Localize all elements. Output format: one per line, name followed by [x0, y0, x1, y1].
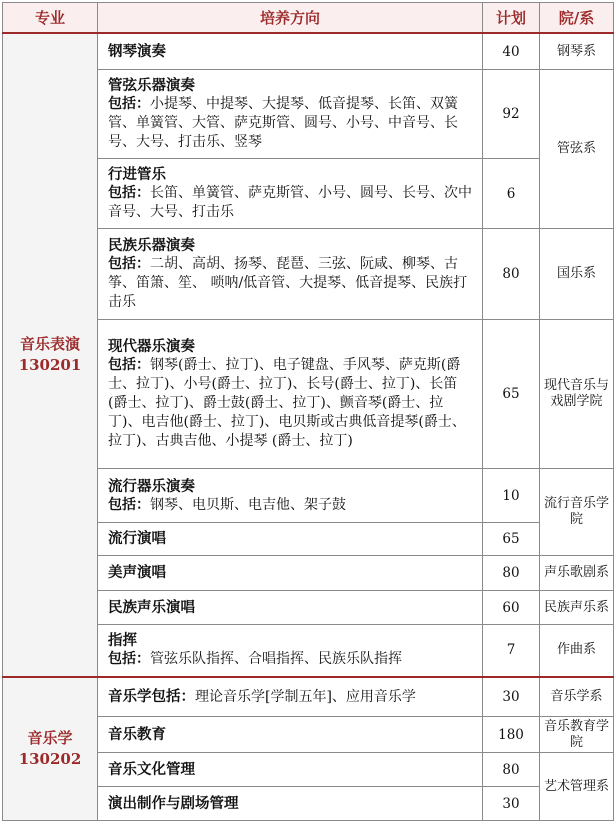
direction-cell — [98, 753, 483, 787]
direction-detail: 小提琴、中提琴、大提琴、低音提琴、长笛、双簧管、单簧管、大管、萨克斯管、圆号、小号、中音号、长号、大号、打击乐、竖琴 — [108, 96, 458, 150]
major-code: 130202 — [18, 749, 82, 768]
dept-name: 国乐系 — [540, 229, 614, 320]
plan-value: 80 — [483, 556, 540, 591]
direction-title: 演出制作与剧场管理 — [108, 794, 239, 812]
direction-cell — [98, 591, 483, 625]
group-musicology — [3, 677, 614, 821]
include-label: 包括： — [108, 496, 150, 513]
direction-cell — [98, 717, 483, 753]
plan-value: 6 — [483, 159, 540, 229]
direction-cell — [98, 787, 483, 821]
direction-title: 管弦乐器演奏 — [108, 77, 195, 94]
header-plan: 计划 — [483, 3, 540, 34]
direction-cell — [98, 70, 483, 159]
direction-cell — [98, 625, 483, 677]
direction-cell — [98, 556, 483, 591]
dept-name: 声乐歌剧系 — [540, 556, 614, 591]
major-code: 130201 — [18, 355, 82, 374]
plan-value: 30 — [483, 787, 540, 821]
include-label: 包括： — [108, 185, 150, 201]
plan-value: 60 — [483, 591, 540, 625]
plan-value: 30 — [483, 677, 540, 717]
direction-title: 美声演唱 — [108, 564, 166, 581]
header-row — [3, 3, 614, 34]
header-dept: 院/系 — [540, 3, 614, 34]
dept-name: 管弦系 — [540, 70, 614, 229]
direction-title: 音乐文化管理 — [108, 760, 195, 778]
direction-title: 指挥 — [108, 632, 137, 650]
major-name: 音乐表演 — [19, 334, 80, 353]
direction-title: 音乐学包括： — [108, 687, 195, 705]
direction-title: 行进管乐 — [108, 166, 166, 183]
direction-title: 音乐教育 — [108, 725, 166, 743]
direction-title: 民族乐器演奏 — [108, 237, 195, 254]
header-direction: 培养方向 — [98, 3, 483, 34]
direction-cell — [98, 320, 483, 469]
direction-title: 现代器乐演奏 — [108, 338, 195, 355]
include-label: 包括： — [108, 357, 150, 373]
direction-title: 流行器乐演奏 — [108, 477, 195, 495]
direction-title: 流行演唱 — [108, 530, 166, 547]
direction-title: 钢琴演奏 — [108, 42, 166, 60]
direction-cell — [98, 159, 483, 229]
group-music-performance — [3, 33, 614, 677]
dept-name: 艺术管理系 — [540, 753, 614, 821]
plan-value: 65 — [483, 523, 540, 556]
plan-value: 40 — [483, 33, 540, 70]
include-label: 包括： — [108, 96, 150, 112]
include-label: 包括： — [108, 256, 150, 272]
direction-cell — [98, 677, 483, 717]
direction-detail: 钢琴、电贝斯、电吉他、架子鼓 — [150, 496, 346, 513]
dept-name: 民族声乐系 — [540, 591, 614, 625]
plan-value: 7 — [483, 625, 540, 677]
dept-name: 作曲系 — [540, 625, 614, 677]
major-cell — [3, 33, 98, 677]
direction-cell — [98, 469, 483, 523]
direction-detail: 二胡、高胡、扬琴、琵琶、三弦、阮咸、柳琴、古筝、笛箫、笙、 唢呐/低音管、大提琴、低音提琴、民族打击乐 — [108, 256, 468, 310]
dept-name: 音乐学系 — [540, 677, 614, 717]
direction-detail: 管弦乐队指挥、合唱指挥、民族乐队指挥 — [150, 651, 402, 668]
direction-cell — [98, 229, 483, 320]
dept-name: 音乐教育学院 — [540, 717, 614, 753]
plan-value: 80 — [483, 753, 540, 787]
plan-value: 65 — [483, 320, 540, 469]
direction-title: 民族声乐演唱 — [108, 598, 195, 616]
dept-name: 现代音乐与戏剧学院 — [540, 320, 614, 469]
include-label: 包括： — [108, 651, 150, 668]
direction-detail: 钢琴(爵士、拉丁)、电子键盘、手风琴、萨克斯(爵士、拉丁)、小号(爵士、拉丁)、长号(爵士、拉丁)、长笛(爵士、拉丁)、爵士鼓(爵士、拉丁)、颤音琴(爵士、拉丁)、电吉他(爵士、拉丁)、电贝斯或古典低音提琴(爵士、拉丁)、古典吉他、小提琴 (爵士、拉丁) — [108, 357, 466, 449]
major-name: 音乐学 — [27, 728, 73, 747]
header-major: 专业 — [3, 3, 98, 34]
direction-detail: 长笛、单簧管、萨克斯管、小号、圆号、长号、次中音号、大号、打击乐 — [108, 185, 472, 220]
plan-value: 180 — [483, 717, 540, 753]
major-cell — [3, 677, 98, 821]
table-row — [3, 33, 614, 70]
direction-cell — [98, 33, 483, 70]
direction-cell — [98, 523, 483, 556]
direction-detail: 理论音乐学[学制五年]、应用音乐学 — [195, 688, 416, 705]
plan-value: 80 — [483, 229, 540, 320]
plan-value: 92 — [483, 70, 540, 159]
enrollment-plan-table — [2, 2, 614, 821]
enrollment-table-wrapper — [2, 2, 613, 821]
table-row — [3, 677, 614, 717]
dept-name: 流行音乐学院 — [540, 469, 614, 556]
plan-value: 10 — [483, 469, 540, 523]
dept-name: 钢琴系 — [540, 33, 614, 70]
